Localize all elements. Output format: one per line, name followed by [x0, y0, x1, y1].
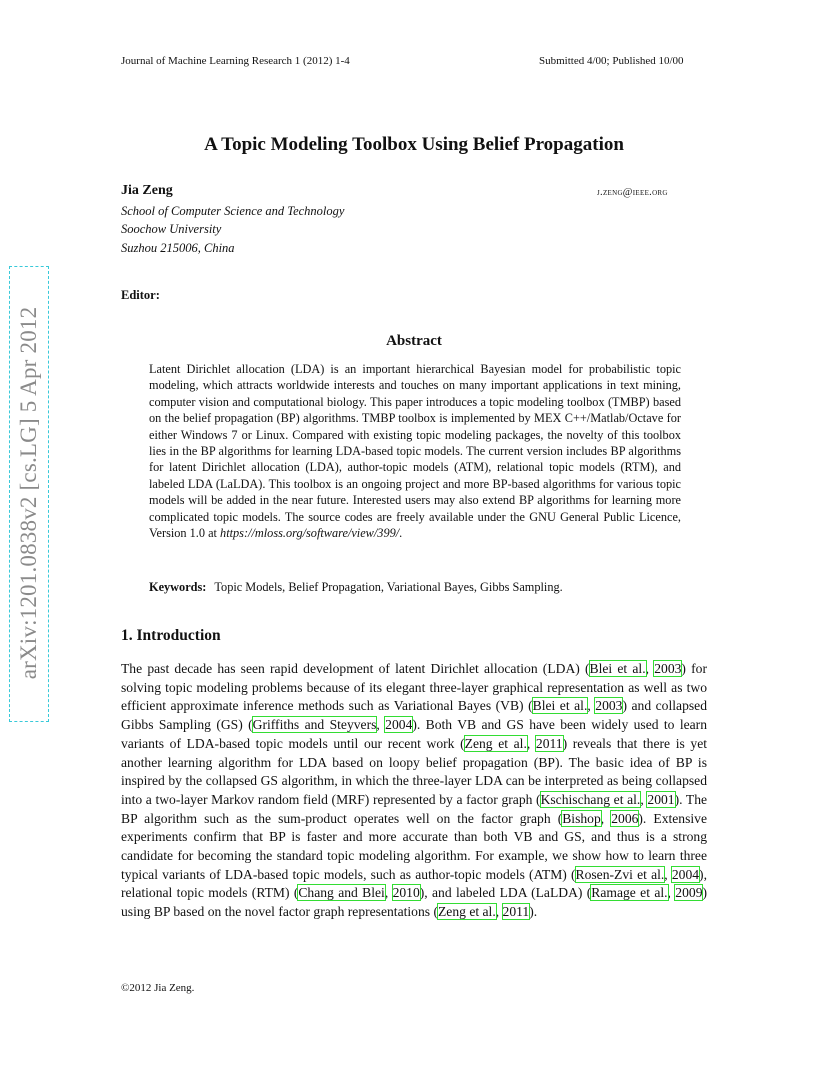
paper-title: A Topic Modeling Toolbox Using Belief Propagation — [204, 134, 624, 155]
citation-year-link[interactable]: 2009 — [675, 885, 703, 901]
software-url[interactable]: https://mloss.org/software/view/399/ — [220, 526, 400, 541]
affiliation-line: Suzhou 215006, China — [121, 241, 235, 255]
affiliation-line: School of Computer Science and Technology — [121, 204, 345, 218]
introduction-paragraph — [121, 660, 707, 922]
citation-year-link[interactable]: 2004 — [385, 717, 413, 733]
citation-link[interactable]: Ramage et al. — [591, 885, 668, 901]
intro-text: ) using BP based on the novel factor graph representations ( — [121, 885, 708, 920]
abstract-heading: Abstract — [386, 333, 442, 349]
citation-sep: , — [640, 791, 648, 807]
intro-text: ) reveals that there is yet another learning algorithm for LDA based on loopy belief propagation (BP). The basic idea of BP is inspired by the collapsed GS algorithm, in which the three-layer LDA can be interpreted as being collapsed into a two-layer Markov random field (MRF) represented by a factor graph ( — [121, 735, 708, 807]
arxiv-identifier: arXiv:1201.0838v2 [cs.LG] 5 Apr 2012 — [16, 306, 41, 680]
keywords-label: Keywords: — [149, 580, 207, 594]
author-email — [597, 187, 668, 198]
citation-sep: , — [384, 885, 393, 901]
citation-sep: , — [495, 904, 503, 920]
abstract-end: . — [399, 526, 403, 541]
editor-label: Editor: — [121, 288, 160, 302]
citation-sep: , — [667, 885, 676, 901]
citation-link[interactable]: Chang and Blei — [298, 885, 385, 901]
citation-sep: , — [526, 735, 536, 751]
citation-link[interactable]: Zeng et al. — [464, 735, 527, 751]
citation-sep: , — [645, 661, 655, 676]
intro-text: The past decade has seen rapid development of latent Dirichlet allocation (LDA) ( — [121, 661, 590, 676]
citation-sep: , — [664, 866, 672, 882]
journal-header: Journal of Machine Learning Research 1 (2012) 1-4 — [121, 55, 350, 67]
citation-link[interactable]: Zeng et al. — [437, 904, 496, 920]
section-heading-introduction: 1. Introduction — [121, 627, 221, 644]
citation-link[interactable]: Bishop — [562, 810, 601, 826]
abstract-text — [149, 361, 681, 541]
submission-dates: Submitted 4/00; Published 10/00 — [539, 55, 684, 67]
citation-year-link[interactable]: 2006 — [611, 810, 639, 826]
citation-link[interactable]: Kschischang et al. — [540, 791, 641, 807]
intro-text: ). The BP algorithm such as the sum-product operates well on the factor graph ( — [121, 791, 708, 826]
intro-text: ) for solving topic modeling problems because of its elegant three-layer graphical representation as well as two efficient approximate inference methods such as Variational Bayes (VB) ( — [121, 661, 707, 714]
citation-sep: , — [376, 717, 386, 733]
arxiv-stamp[interactable] — [9, 266, 49, 722]
intro-text: ), and labeled LDA (LaLDA) ( — [419, 885, 592, 901]
keywords — [149, 580, 689, 595]
citation-year-link[interactable]: 2011 — [535, 735, 563, 751]
intro-text: ), relational topic models (RTM) ( — [121, 866, 707, 901]
citation-year-link[interactable]: 2004 — [671, 866, 700, 882]
citation-sep: , — [600, 810, 612, 826]
author-email-text: j.zeng@ieee.org — [597, 187, 668, 198]
intro-text: ) and collapsed Gibbs Sampling (GS) ( — [121, 698, 707, 733]
citation-sep: , — [587, 698, 596, 714]
keywords-text: Topic Models, Belief Propagation, Variational Bayes, Gibbs Sampling. — [214, 580, 563, 594]
intro-text: ). — [529, 904, 538, 920]
citation-link[interactable]: Griffiths and Steyvers — [252, 717, 377, 733]
citation-year-link[interactable]: 2010 — [392, 885, 420, 901]
affiliation-line: Soochow University — [121, 222, 222, 236]
copyright-notice: ©2012 Jia Zeng. — [121, 982, 195, 994]
citation-year-link[interactable]: 2003 — [654, 661, 682, 676]
citation-link[interactable]: Blei et al. — [532, 698, 588, 714]
abstract-body: Latent Dirichlet allocation (LDA) is an important hierarchical Bayesian model for probabilistic topic modeling, which attracts worldwide interests and touches on many important applications in text mining, computer vision and computational biology. This paper introduces a topic modeling toolbox (TMBP) based on the belief propagation (BP) algorithms. TMBP toolbox is implemented by MEX C++/Matlab/Octave for either Windows 7 or Linux. Compared with existing topic modeling packages, the novelty of this toolbox lies in the BP algorithms for learning LDA-based topic models. The current version includes BP algorithms for latent Dirichlet allocation (LDA), author-topic models (ATM), relational topic models (RTM), and labeled LDA (LaLDA). This toolbox is an ongoing project and more BP-based algorithms for various topic models will be added in the near future. Interested users may also extend BP algorithms for learning more complicated topic models. The source codes are freely available under the GNU General Public Licence, Version 1.0 at — [149, 362, 681, 541]
intro-text: ). Both VB and GS have been widely used to learn variants of LDA-based topic models until our recent work ( — [121, 717, 708, 751]
citation-year-link[interactable]: 2003 — [595, 698, 623, 714]
citation-year-link[interactable]: 2001 — [647, 791, 675, 807]
author-name: Jia Zeng — [121, 183, 173, 198]
citation-year-link[interactable]: 2011 — [502, 904, 530, 920]
citation-link[interactable]: Rosen-Zvi et al. — [575, 866, 665, 882]
intro-text: ). Extensive experiments confirm that BP is faster and more accurate than both VB and GS, and thus is a strong candidate for becoming the standard topic modeling algorithm. For example, we show how to learn three typical variants of LDA-based topic models, such as author-topic models (ATM) ( — [121, 810, 707, 882]
citation-link[interactable]: Blei et al. — [589, 661, 646, 676]
